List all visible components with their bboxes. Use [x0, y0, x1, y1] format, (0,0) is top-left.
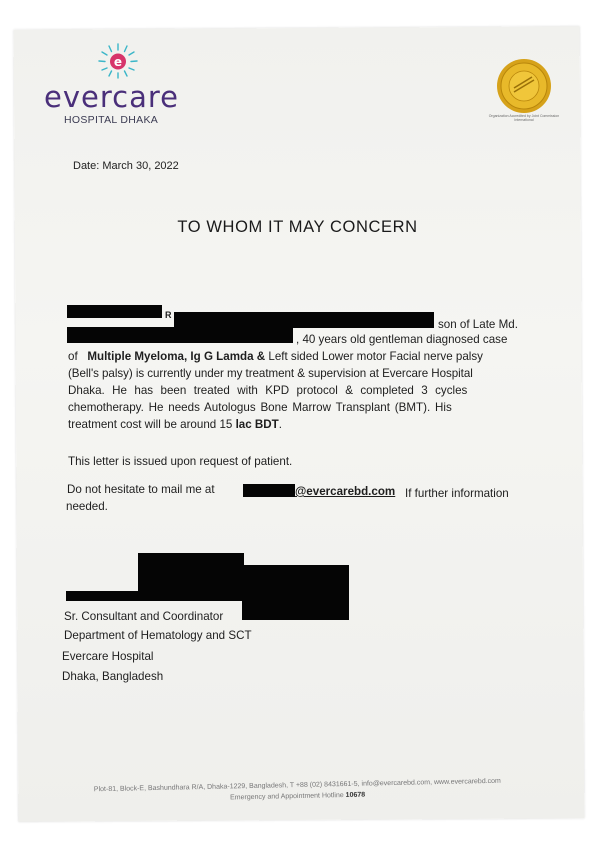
signature-redaction	[138, 553, 244, 591]
contact-line: Do not hesitate to mail me at	[67, 483, 215, 496]
brand-subtitle: HOSPITAL DHAKA	[64, 114, 159, 126]
body-line-7: treatment cost will be around 15 lac BDT.	[68, 418, 282, 431]
issued-statement: This letter is issued upon request of patient.	[68, 455, 293, 468]
redaction-block	[67, 305, 162, 318]
letter-title: TO WHOM IT MAY CONCERN	[177, 218, 418, 236]
svg-text:e: e	[113, 55, 123, 69]
signature-redaction	[242, 565, 349, 620]
body-line-6: chemotherapy. He needs Autologus Bone Marrow Transplant (BMT). His	[68, 401, 452, 414]
seal-caption: Organization Accredited by Joint Commission International	[488, 114, 560, 122]
sun-e-logo-icon	[94, 42, 142, 82]
jci-gold-seal-icon	[496, 58, 552, 114]
signature-redaction	[66, 591, 242, 601]
footer-address: Plot-81, Block-E, Bashundhara R/A, Dhaka-1229, Bangladesh, T +88 (02) 8431661-5, info@evercarebd.com, www.evercarebd.com	[93, 777, 501, 794]
letter-date: Date: March 30, 2022	[73, 160, 179, 172]
contact-line-end: needed.	[66, 500, 108, 513]
body-line-1: son of Late Md.	[438, 318, 518, 331]
body-line-3: of Multiple Myeloma, Ig G Lamda & Left sided Lower motor Facial nerve palsy	[68, 350, 483, 363]
brand-wordmark: evercare	[44, 80, 179, 114]
contact-email[interactable]: @evercarebd.com	[295, 485, 396, 498]
redaction-block	[243, 484, 295, 497]
body-line-2: , 40 years old gentleman diagnosed case	[296, 333, 508, 346]
footer-hotline: Emergency and Appointment Hotline 10678	[230, 791, 366, 802]
signatory-hospital: Evercare Hospital	[62, 650, 154, 663]
contact-line-tail: If further information	[405, 487, 509, 500]
signatory-role: Sr. Consultant and Coordinator	[64, 610, 224, 623]
redaction-block	[67, 327, 293, 343]
signatory-department: Department of Hematology and SCT	[64, 629, 252, 642]
body-line-5: Dhaka. He has been treated with KPD protocol & completed 3 cycles	[68, 384, 468, 397]
body-line-4: (Bell's palsy) is currently under my treatment & supervision at Evercare Hospital	[68, 367, 473, 380]
name-initial: R	[165, 310, 172, 320]
redaction-block	[174, 312, 434, 328]
signatory-location: Dhaka, Bangladesh	[62, 670, 164, 683]
